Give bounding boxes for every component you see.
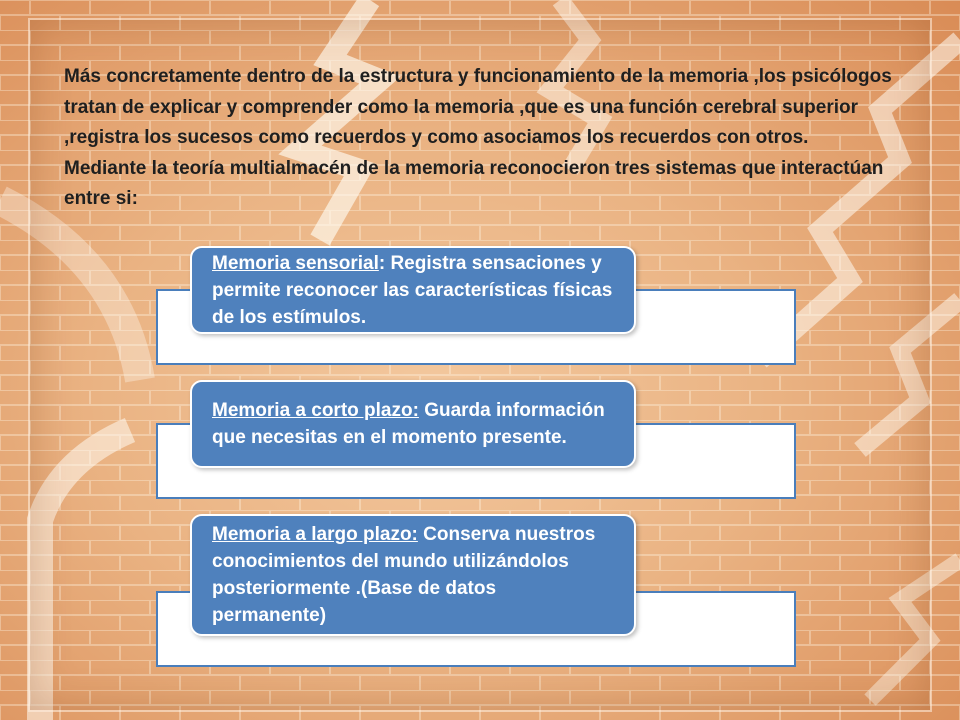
memory-term-corto-plazo: Memoria a corto plazo: (212, 400, 419, 421)
memory-desc-sensorial: : Registra sensaciones y permite reconocer las características físicas de los estímulos. (212, 252, 613, 328)
memory-desc-corto-plazo: Guarda información que necesitas en el momento presente. (212, 400, 605, 448)
memory-label-largo-plazo (190, 514, 636, 636)
memory-desc-largo-plazo: Conserva nuestros conocimientos del mundo utilizándolos posteriormente .(Base de datos permanente) (212, 524, 596, 626)
intro-paragraph: Más concretamente dentro de la estructura y funcionamiento de la memoria ,los psicólogos tratan de explicar y comprender como la memoria ,que es una función cerebral superior ,registra los sucesos como recuerdos y como asociamos los recuerdos con otros. Mediante la teoría multialmacén de la memoria reconocieron tres sistemas que interactúan entre si: (64, 66, 892, 209)
memory-term-sensorial: Memoria sensorial (212, 252, 379, 274)
memory-term-largo-plazo: Memoria a largo plazo: (212, 524, 418, 545)
memory-label-sensorial (190, 246, 636, 334)
memory-label-corto-plazo (190, 380, 636, 468)
